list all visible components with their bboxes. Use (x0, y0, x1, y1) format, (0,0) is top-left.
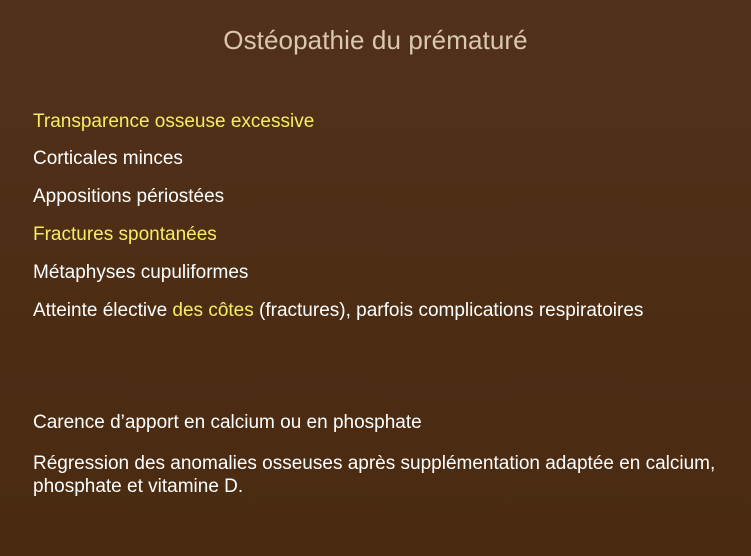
bullet-atteinte (33, 299, 643, 322)
atteinte-prefix: Atteinte élective (33, 300, 173, 321)
bullet-regression: Régression des anomalies osseuses après supplémentation adaptée en calcium, phosphate et vitamine D. (33, 453, 716, 497)
slide-title: Ostéopathie du prématuré (223, 25, 528, 55)
bullet-fractures: Fractures spontanées (33, 224, 217, 245)
bullet-metaphyses: Métaphyses cupuliformes (33, 262, 249, 283)
bullet-appositions: Appositions périostées (33, 186, 225, 207)
atteinte-suffix: (fractures), parfois complications respiratoires (253, 300, 644, 321)
bullet-carence: Carence d’apport en calcium ou en phosphate (33, 412, 422, 433)
bullet-transparence: Transparence osseuse excessive (33, 111, 315, 132)
bullet-corticales: Corticales minces (33, 148, 183, 169)
atteinte-highlight: des côtes (172, 300, 254, 321)
